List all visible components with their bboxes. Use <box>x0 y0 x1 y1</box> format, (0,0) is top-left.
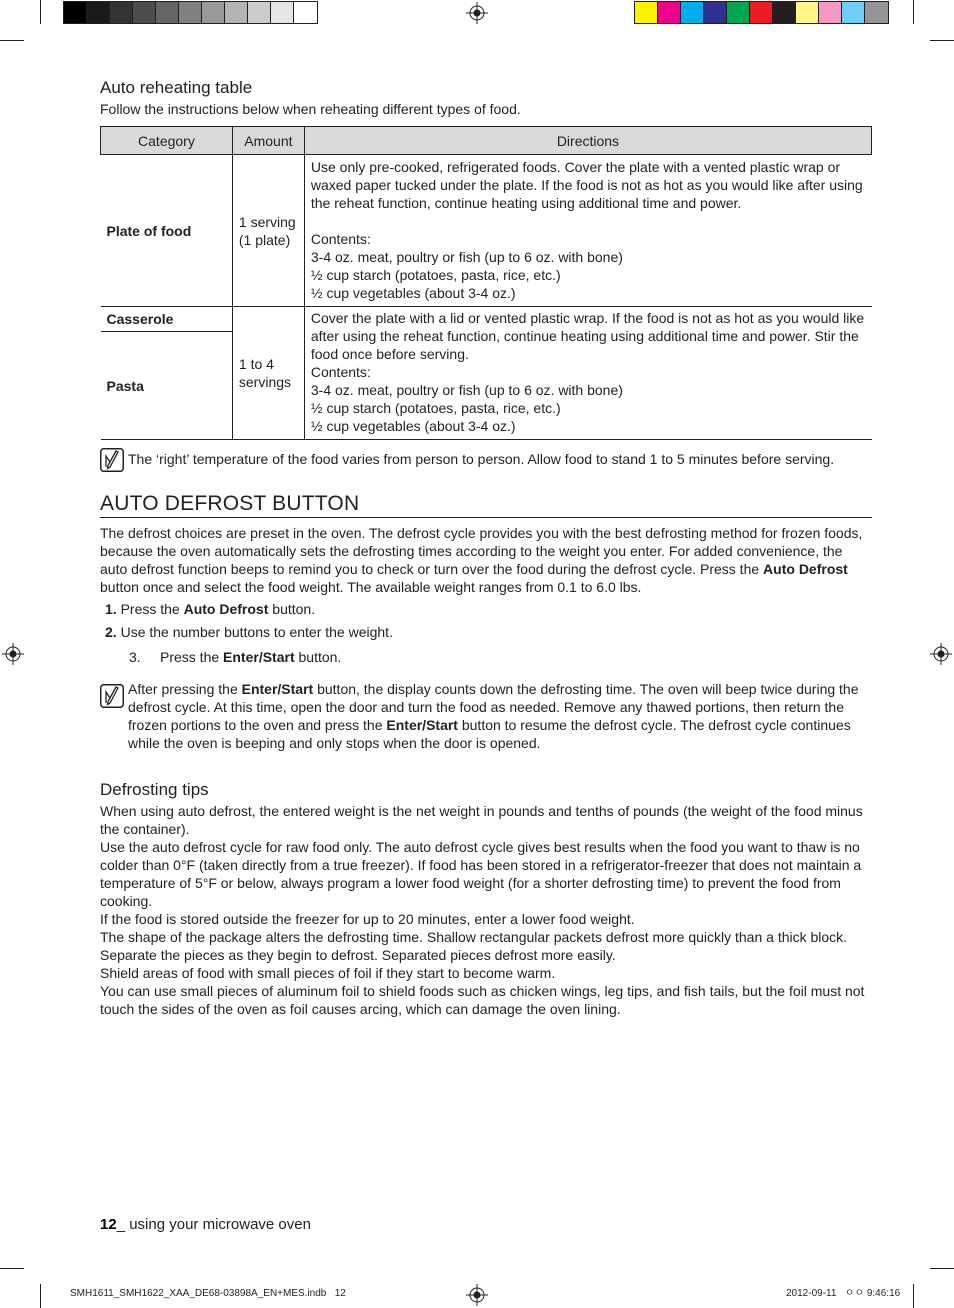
note-icon <box>100 448 124 472</box>
registration-mark-icon <box>930 643 952 665</box>
color-swatch <box>179 2 202 23</box>
section-heading: AUTO DEFROST BUTTON <box>100 492 872 518</box>
gray-swatch-bar <box>63 1 318 24</box>
category-cell: Casserole <box>101 307 233 332</box>
amount-cell <box>232 155 304 307</box>
color-swatch <box>796 2 819 23</box>
crop-mark <box>913 0 914 24</box>
date-slug: 2012-09-11 ㅇㅇ 9:46:16 <box>786 1288 901 1299</box>
tips-body <box>100 802 872 1018</box>
header-directions: Directions <box>304 127 871 155</box>
table-row <box>101 155 872 307</box>
color-swatch <box>156 2 179 23</box>
step-number: 1. <box>105 601 117 617</box>
button-name: Enter/Start <box>386 717 458 733</box>
color-swatch <box>64 2 87 23</box>
tip-paragraph: Shield areas of food with small pieces of foil if they start to become warm. <box>100 965 556 981</box>
crop-mark <box>0 1268 24 1269</box>
category-cell: Pasta <box>101 332 233 440</box>
color-swatch <box>773 2 796 23</box>
tip-paragraph: You can use small pieces of aluminum foil to shield foods such as chicken wings, leg tips, and fish tails, but the foil must not touch the sides of the oven as foil causes arcing, which can damage the oven lining. <box>100 983 865 1017</box>
file-slug: SMH1611_SMH1622_XAA_DE68-03898A_EN+MES.indb 12 <box>70 1288 346 1299</box>
page-number: 12 <box>100 1216 117 1233</box>
directions-text: Cover the plate with a lid or vented plastic wrap. If the food is not as hot as you would like after using the reheat function, continue heating using additional time and power. Stir the food once before serving. <box>310 310 865 362</box>
color-swatch <box>865 2 888 23</box>
header-amount: Amount <box>232 127 304 155</box>
color-swatch <box>819 2 842 23</box>
button-name: Auto Defrost <box>183 601 269 617</box>
header-category: Category <box>101 127 233 155</box>
note-icon <box>100 684 124 708</box>
step-1: 1. Press the Auto Defrost button. <box>105 601 316 617</box>
tip-paragraph: Use the auto defrost cycle for raw food only. The auto defrost cycle gives best results when the food you want to thaw is no colder than 0°F (taken directly from a true freezer). If food has been stored in a refrigerator-freezer that does not maintain a temperature of 5°F or below, always program a lower food weight (for a shorter defrosting time) to prevent the food from cooking. <box>100 839 862 909</box>
color-swatch <box>271 2 294 23</box>
color-swatch <box>110 2 133 23</box>
defrost-note: After pressing the Enter/Start button, the display counts down the defrosting time. The oven will beep twice during the defrost cycle. At this time, open the door and turn the food as needed. Remove any thawed portions, then return the frozen portions to the oven and press the Enter/Start button to resume the defrost cycle. The defrost cycle continues while the oven is beeping and only stops when the door is opened. <box>128 681 859 751</box>
crop-mark <box>930 1268 954 1269</box>
contents-label: Contents: <box>310 231 371 247</box>
contents-line: 3-4 oz. meat, poultry or fish (up to 6 oz. with bone) <box>310 382 623 398</box>
button-name: Auto Defrost <box>763 561 848 577</box>
button-name: Enter/Start <box>223 649 295 665</box>
table-row <box>101 307 872 332</box>
color-swatch <box>681 2 704 23</box>
contents-line: ½ cup vegetables (about 3-4 oz.) <box>310 418 516 434</box>
color-swatch <box>704 2 727 23</box>
color-swatch <box>225 2 248 23</box>
amount-line: (1 plate) <box>238 231 291 248</box>
crop-mark <box>0 40 24 41</box>
reheat-intro: Follow the instructions below when reheating different types of food. <box>100 101 521 117</box>
crop-mark <box>40 0 41 24</box>
directions-text: Use only pre-cooked, refrigerated foods. Cover the plate with a vented plastic wrap or waxed paper tucked under the plate. If the food is not as hot as you would like after using the reheat function, continue heating using additional time and power. <box>310 159 863 211</box>
tip-paragraph: The shape of the package alters the defrosting time. Shallow rectangular packets defrost more quickly than a thick block. <box>100 929 848 945</box>
color-swatch <box>635 2 658 23</box>
step-number: 3. <box>129 649 141 665</box>
section-name: _ using your microwave oven <box>116 1216 311 1233</box>
step-3: 3. Press the Enter/Start button. <box>129 649 342 665</box>
reheat-title: Auto reheating table <box>100 78 253 97</box>
tip-paragraph: If the food is stored outside the freezer for up to 20 minutes, enter a lower food weight. <box>100 911 635 927</box>
color-swatch <box>750 2 773 23</box>
color-swatch <box>248 2 271 23</box>
contents-line: ½ cup vegetables (about 3-4 oz.) <box>310 285 516 301</box>
crop-mark <box>913 1284 914 1308</box>
button-name: Enter/Start <box>241 681 314 697</box>
color-swatch <box>202 2 225 23</box>
contents-line: 3-4 oz. meat, poultry or fish (up to 6 oz. with bone) <box>310 249 623 265</box>
process-color-bar <box>634 1 889 24</box>
amount-line: 1 serving <box>238 213 296 230</box>
step-number: 2. <box>105 624 117 640</box>
registration-mark-icon <box>466 1284 488 1306</box>
color-swatch <box>294 2 317 23</box>
reheat-table <box>100 126 872 440</box>
tip-paragraph: Separate the pieces as they begin to defrost. Separated pieces defrost more easily. <box>100 947 616 963</box>
directions-cell <box>304 155 871 307</box>
amount-line: 1 to 4 <box>238 356 274 372</box>
tip-paragraph: When using auto defrost, the entered weight is the net weight in pounds and tenths of pounds (the weight of the food minus the container). <box>100 803 863 837</box>
page-footer <box>100 1216 311 1234</box>
contents-line: ½ cup starch (potatoes, pasta, rice, etc.) <box>310 267 561 283</box>
reheat-note: The ‘right’ temperature of the food varies from person to person. Allow food to stand 1 to 5 minutes before serving. <box>128 451 835 467</box>
table-header-row <box>101 127 872 155</box>
registration-mark-icon <box>466 2 488 24</box>
category-cell: Plate of food <box>101 155 233 307</box>
tips-title: Defrosting tips <box>100 780 209 799</box>
color-swatch <box>727 2 750 23</box>
contents-label: Contents: <box>310 364 371 380</box>
crop-mark <box>40 1284 41 1308</box>
contents-line: ½ cup starch (potatoes, pasta, rice, etc.) <box>310 400 561 416</box>
defrost-intro: The defrost choices are preset in the oven. The defrost cycle provides you with the best defrosting method for frozen foods, because the oven automatically sets the defrosting times according to the weight you enter. For added convenience, the auto defrost function beeps to remind you to check or turn over the food during the defrost cycle. Press the Auto Defrost button once and select the food weight. The available weight ranges from 0.1 to 6.0 lbs. <box>100 525 863 595</box>
color-swatch <box>87 2 110 23</box>
color-swatch <box>133 2 156 23</box>
color-swatch <box>658 2 681 23</box>
directions-cell <box>304 307 871 440</box>
registration-mark-icon <box>2 643 24 665</box>
amount-line: servings <box>238 374 292 390</box>
color-swatch <box>842 2 865 23</box>
step-2: 2. Use the number buttons to enter the weight. <box>105 624 393 640</box>
crop-mark <box>930 40 954 41</box>
amount-cell <box>232 307 304 440</box>
